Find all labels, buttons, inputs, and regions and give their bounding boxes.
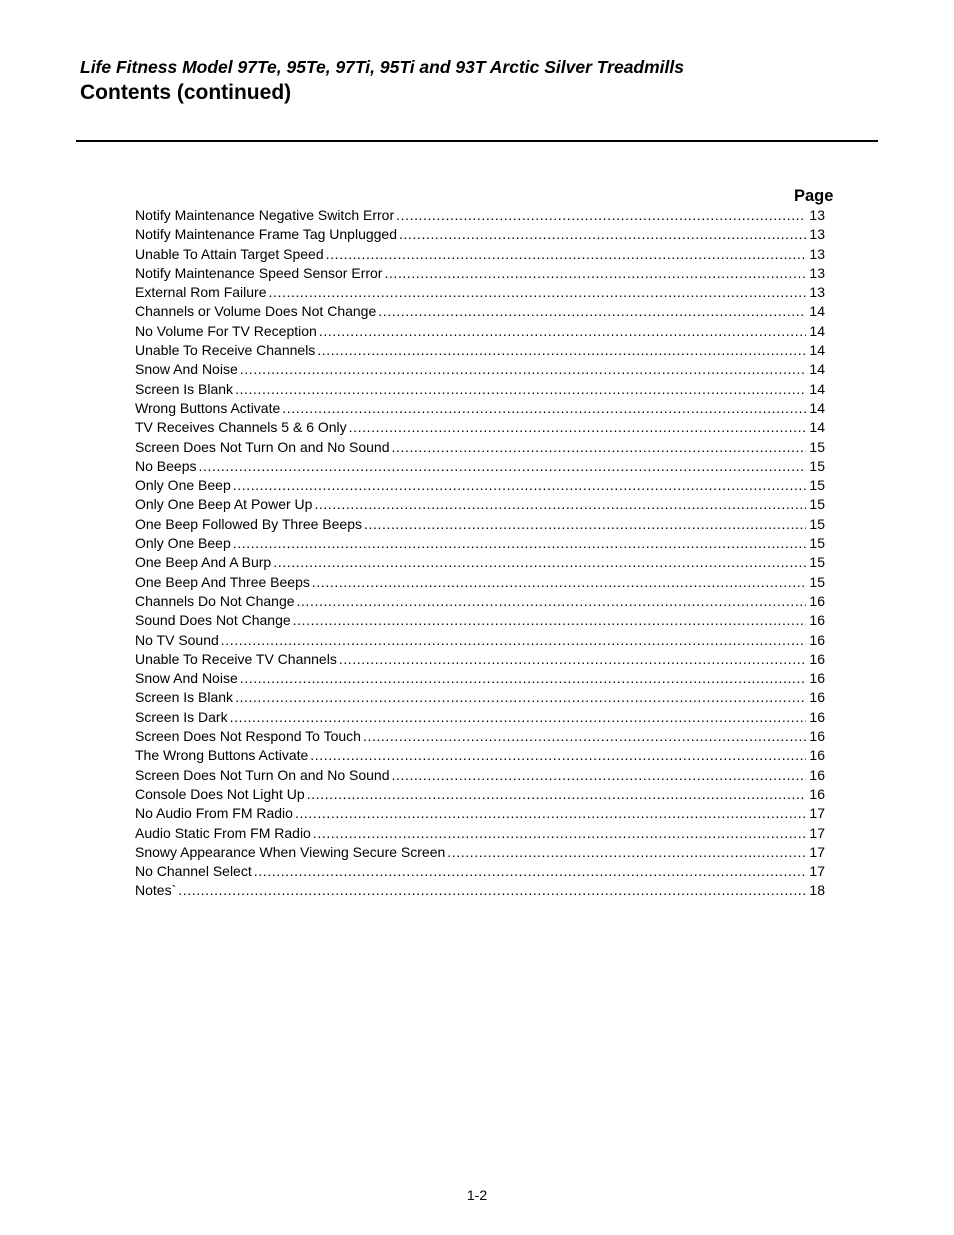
toc-entry	[135, 804, 825, 823]
toc-entry-page: 14	[809, 419, 825, 436]
toc-entry-label: Notify Maintenance Frame Tag Unplugged	[135, 226, 398, 243]
toc-entry-page: 15	[809, 496, 825, 513]
toc-entry-page: 15	[809, 573, 825, 590]
toc-entry-label: Sound Does Not Change	[135, 612, 291, 629]
toc-entry-page: 16	[809, 592, 825, 609]
toc-dot-leader	[349, 418, 806, 437]
toc-entry-label: Only One Beep At Power Up	[135, 496, 313, 513]
toc-entry-label: Channels or Volume Does Not Change	[135, 303, 377, 320]
toc-entry	[135, 206, 825, 225]
toc-entry-label: Notes`	[135, 882, 177, 899]
toc-entry-page: 17	[809, 824, 825, 841]
toc-entry-label: Screen Is Blank	[135, 689, 234, 706]
toc-entry	[135, 322, 825, 341]
toc-entry-page: 14	[809, 380, 825, 397]
toc-entry-label: Unable To Receive Channels	[135, 342, 316, 359]
toc-entry-page: 15	[809, 438, 825, 455]
toc-entry-page: 16	[809, 689, 825, 706]
toc-entry-page: 16	[809, 631, 825, 648]
toc-entry	[135, 824, 825, 843]
toc-dot-leader	[313, 824, 806, 843]
toc-entry-label: No Beeps	[135, 457, 197, 474]
toc-entry	[135, 283, 825, 302]
toc-entry-label: Unable To Attain Target Speed	[135, 245, 324, 262]
table-of-contents	[135, 206, 825, 901]
toc-entry-page: 14	[809, 303, 825, 320]
toc-dot-leader	[396, 206, 806, 225]
toc-entry	[135, 688, 825, 707]
toc-dot-leader	[326, 245, 806, 264]
toc-dot-leader	[363, 727, 806, 746]
toc-dot-leader	[364, 515, 806, 534]
toc-entry-page: 15	[809, 554, 825, 571]
toc-entry-label: No Audio From FM Radio	[135, 805, 293, 822]
toc-dot-leader	[297, 592, 806, 611]
toc-entry-label: Only One Beep	[135, 535, 231, 552]
toc-entry	[135, 399, 825, 418]
toc-entry	[135, 843, 825, 862]
toc-entry-label: One Beep Followed By Three Beeps	[135, 515, 362, 532]
toc-entry-label: No Channel Select	[135, 863, 252, 880]
toc-entry-page: 13	[809, 264, 825, 281]
toc-entry	[135, 360, 825, 379]
toc-entry-label: No TV Sound	[135, 631, 219, 648]
toc-dot-leader	[378, 302, 806, 321]
toc-entry	[135, 380, 825, 399]
toc-dot-leader	[314, 495, 806, 514]
toc-dot-leader	[230, 708, 806, 727]
toc-dot-leader	[233, 476, 806, 495]
toc-entry-page: 17	[809, 843, 825, 860]
toc-entry-label: Screen Is Blank	[135, 380, 234, 397]
toc-entry-label: Snowy Appearance When Viewing Secure Screen	[135, 843, 446, 860]
toc-entry-label: Screen Does Not Turn On and No Sound	[135, 766, 390, 783]
toc-entry-page: 16	[809, 708, 825, 725]
toc-entry	[135, 631, 825, 650]
toc-dot-leader	[233, 534, 806, 553]
toc-dot-leader	[273, 553, 806, 572]
toc-entry-page: 16	[809, 766, 825, 783]
toc-entry	[135, 534, 825, 553]
toc-dot-leader	[178, 881, 806, 900]
toc-dot-leader	[235, 380, 806, 399]
toc-dot-leader	[295, 804, 806, 823]
toc-entry	[135, 881, 825, 900]
toc-dot-leader	[319, 322, 806, 341]
toc-entry-label: External Rom Failure	[135, 284, 267, 301]
toc-entry-page: 13	[809, 226, 825, 243]
toc-entry-page: 16	[809, 612, 825, 629]
toc-entry	[135, 418, 825, 437]
toc-entry-page: 13	[809, 284, 825, 301]
toc-entry	[135, 302, 825, 321]
toc-entry-page: 15	[809, 457, 825, 474]
toc-entry	[135, 573, 825, 592]
toc-entry	[135, 669, 825, 688]
toc-entry-page: 14	[809, 342, 825, 359]
toc-entry-label: Screen Does Not Turn On and No Sound	[135, 438, 390, 455]
toc-dot-leader	[391, 766, 806, 785]
toc-dot-leader	[240, 360, 806, 379]
toc-entry	[135, 862, 825, 881]
header-divider	[76, 140, 878, 142]
toc-dot-leader	[391, 438, 806, 457]
toc-entry-page: 14	[809, 399, 825, 416]
toc-entry-page: 15	[809, 477, 825, 494]
toc-dot-leader	[221, 631, 806, 650]
toc-dot-leader	[399, 225, 806, 244]
toc-entry-label: Only One Beep	[135, 477, 231, 494]
document-title: Life Fitness Model 97Te, 95Te, 97Ti, 95Ti and 93T Arctic Silver Treadmills	[80, 57, 684, 77]
toc-entry-label: Unable To Receive TV Channels	[135, 650, 337, 667]
page-column-heading: Page	[794, 187, 834, 205]
toc-dot-leader	[339, 650, 806, 669]
toc-entry	[135, 225, 825, 244]
toc-entry-label: No Volume For TV Reception	[135, 322, 317, 339]
toc-entry-page: 15	[809, 535, 825, 552]
toc-entry	[135, 746, 825, 765]
toc-entry	[135, 341, 825, 360]
toc-entry	[135, 727, 825, 746]
toc-entry-label: Snow And Noise	[135, 670, 238, 687]
toc-dot-leader	[235, 688, 806, 707]
toc-entry-page: 13	[809, 207, 825, 223]
toc-dot-leader	[312, 573, 806, 592]
toc-dot-leader	[447, 843, 806, 862]
page-number: 1-2	[466, 1187, 488, 1203]
toc-dot-leader	[282, 399, 806, 418]
toc-entry-page: 17	[809, 863, 825, 880]
section-title: Contents (continued)	[80, 81, 292, 104]
toc-dot-leader	[310, 746, 806, 765]
toc-dot-leader	[198, 457, 806, 476]
toc-entry-label: Screen Does Not Respond To Touch	[135, 728, 361, 745]
toc-entry	[135, 553, 825, 572]
toc-entry	[135, 457, 825, 476]
toc-entry-label: Channels Do Not Change	[135, 592, 295, 609]
toc-entry-label: Screen Is Dark	[135, 708, 228, 725]
toc-entry-page: 16	[809, 650, 825, 667]
toc-entry-page: 16	[809, 670, 825, 687]
toc-entry-page: 18	[809, 882, 825, 899]
toc-entry-page: 16	[809, 747, 825, 764]
toc-entry	[135, 245, 825, 264]
toc-dot-leader	[384, 264, 806, 283]
toc-entry-label: The Wrong Buttons Activate	[135, 747, 309, 764]
toc-entry	[135, 785, 825, 804]
toc-entry-label: Audio Static From FM Radio	[135, 824, 311, 841]
toc-entry	[135, 264, 825, 283]
toc-entry-label: Console Does Not Light Up	[135, 785, 305, 802]
toc-entry-page: 16	[809, 728, 825, 745]
toc-entry-label: One Beep And A Burp	[135, 554, 272, 571]
toc-entry	[135, 592, 825, 611]
toc-entry-page: 15	[809, 515, 825, 532]
toc-dot-leader	[307, 785, 806, 804]
toc-entry-page: 14	[809, 322, 825, 339]
toc-entry	[135, 438, 825, 457]
toc-dot-leader	[254, 862, 806, 881]
toc-dot-leader	[317, 341, 806, 360]
toc-entry-page: 14	[809, 361, 825, 378]
toc-entry-page: 13	[809, 245, 825, 262]
toc-entry-page: 16	[809, 785, 825, 802]
toc-entry-label: Notify Maintenance Speed Sensor Error	[135, 264, 383, 281]
toc-entry	[135, 708, 825, 727]
toc-entry-label: One Beep And Three Beeps	[135, 573, 310, 590]
toc-entry	[135, 476, 825, 495]
toc-dot-leader	[269, 283, 807, 302]
toc-entry	[135, 650, 825, 669]
toc-entry-label: Snow And Noise	[135, 361, 238, 378]
toc-entry-label: Wrong Buttons Activate	[135, 399, 281, 416]
toc-entry-label: Notify Maintenance Negative Switch Error	[135, 207, 395, 223]
toc-entry-label: TV Receives Channels 5 & 6 Only	[135, 419, 347, 436]
toc-entry	[135, 515, 825, 534]
toc-entry	[135, 611, 825, 630]
toc-entry	[135, 495, 825, 514]
toc-entry-page: 17	[809, 805, 825, 822]
toc-dot-leader	[240, 669, 806, 688]
toc-entry	[135, 766, 825, 785]
toc-dot-leader	[293, 611, 806, 630]
